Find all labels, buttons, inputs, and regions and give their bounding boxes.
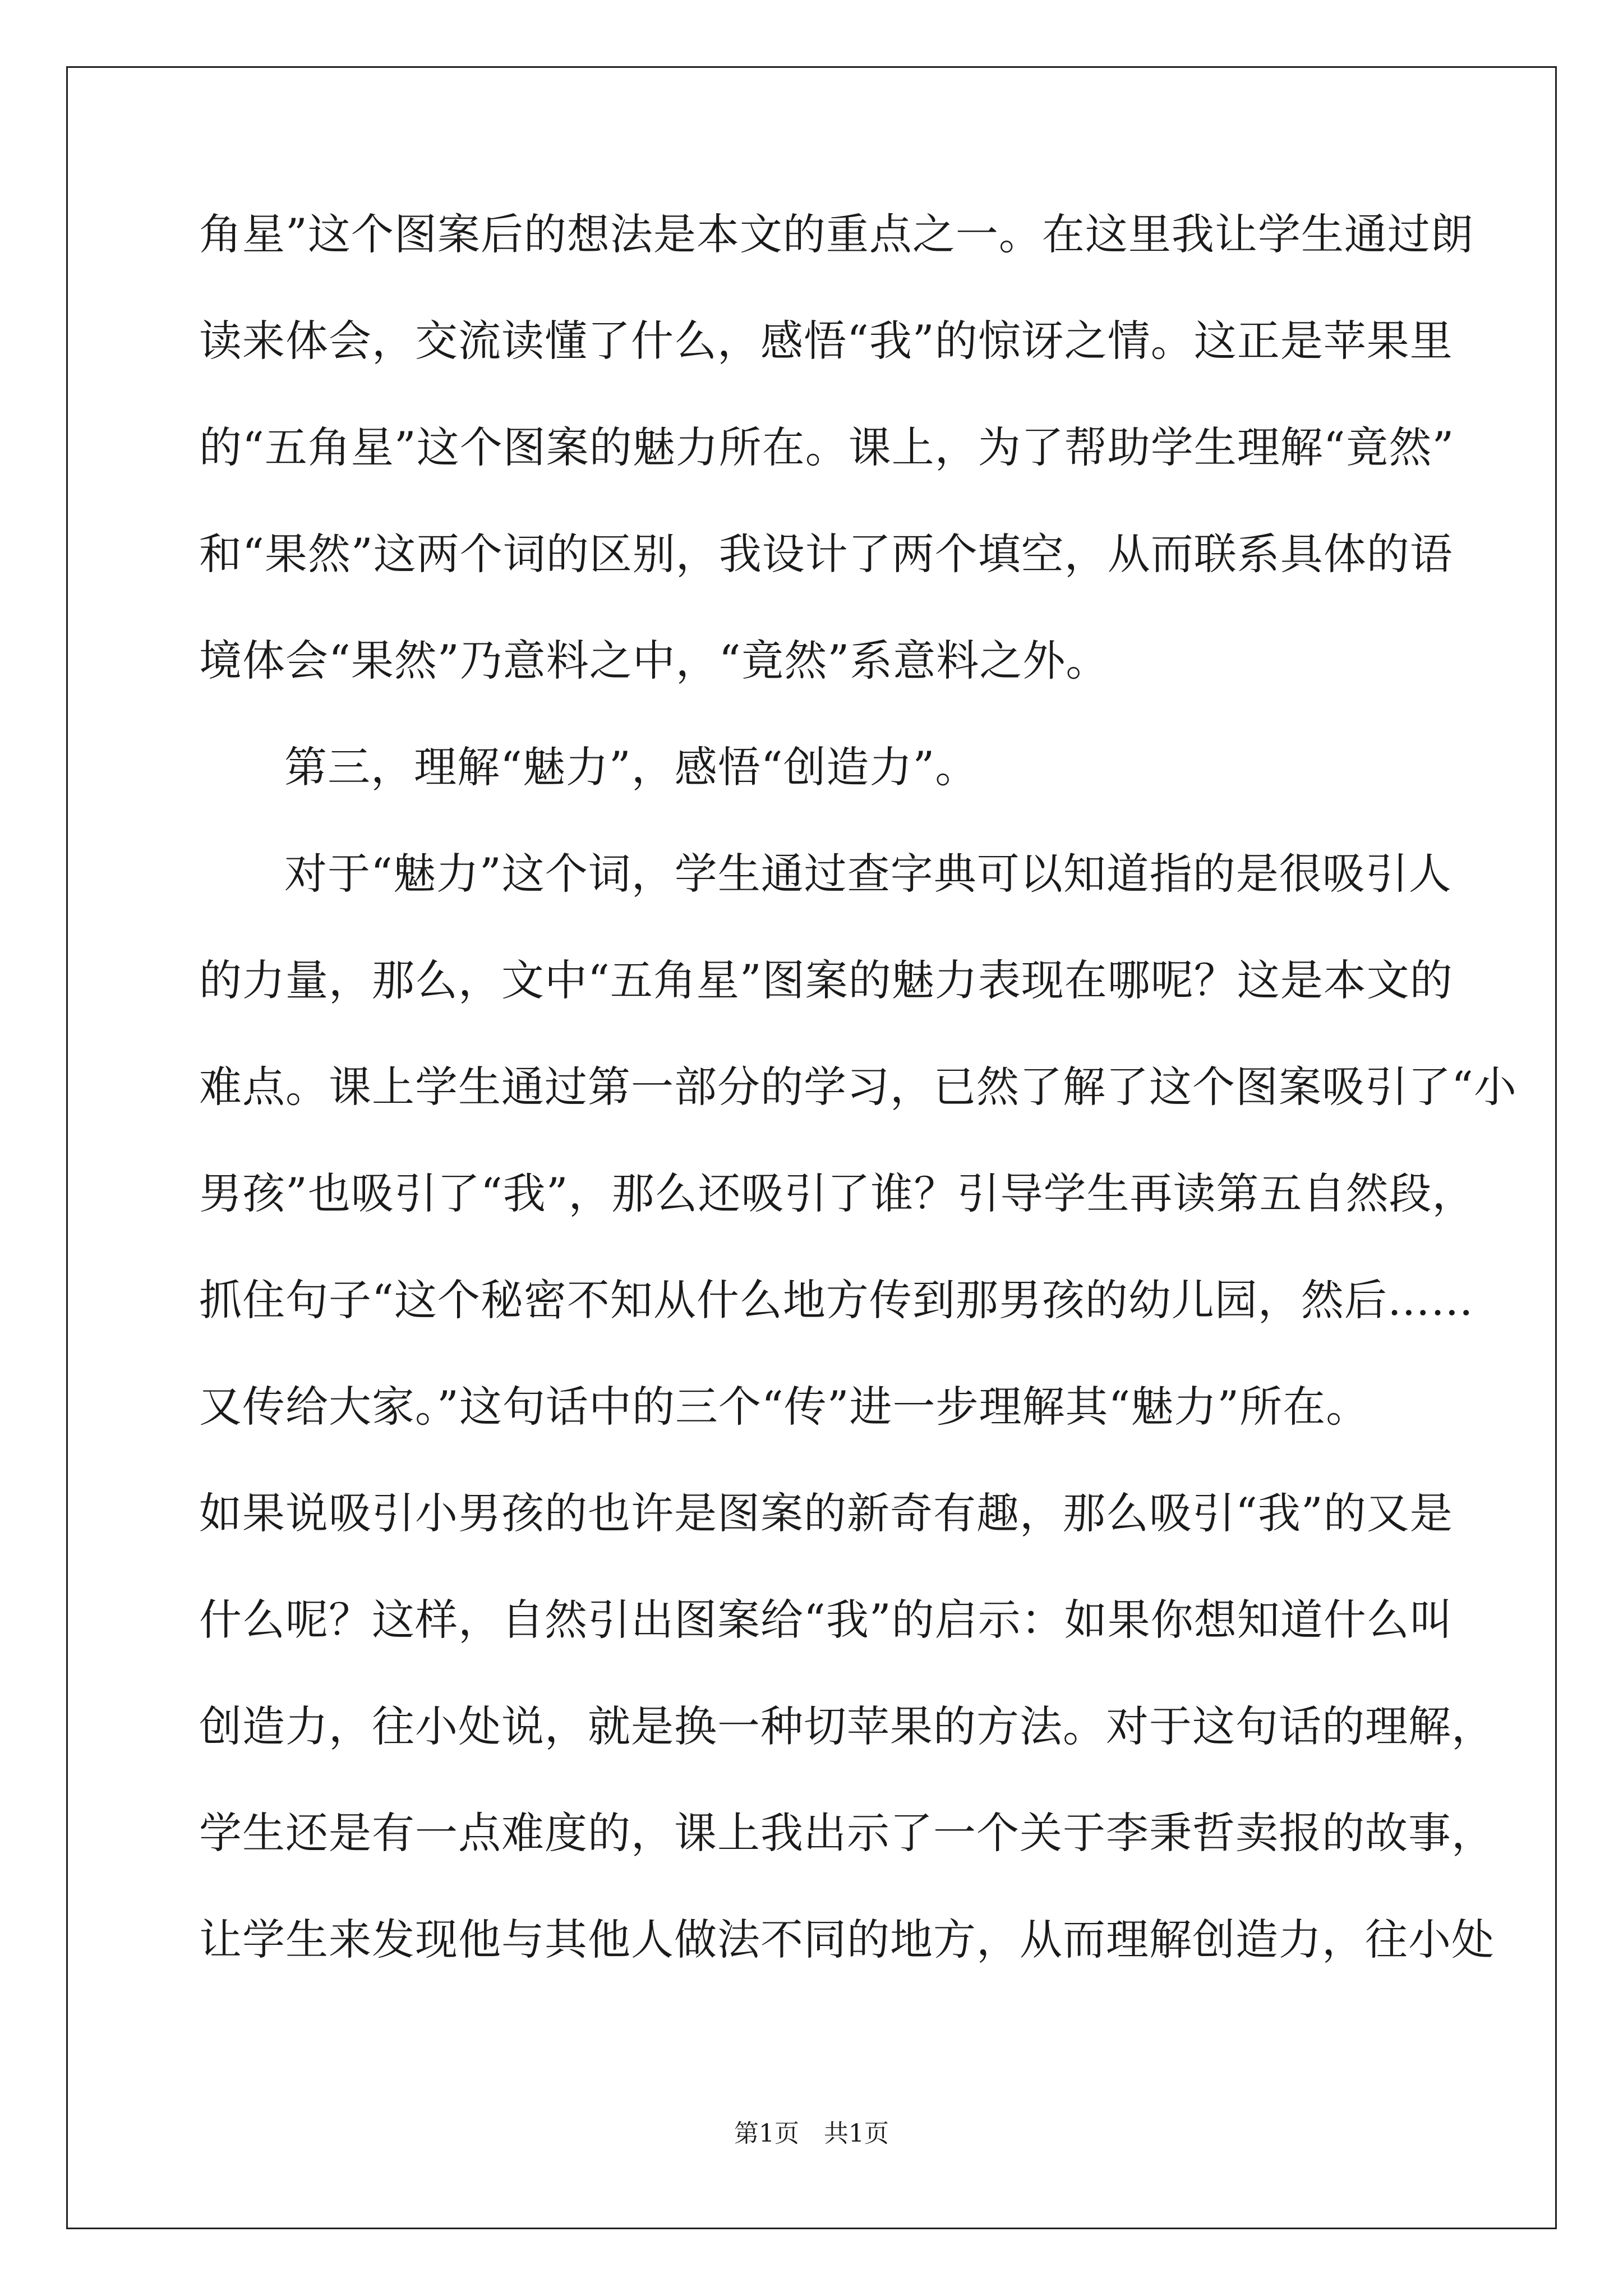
text-line: 创造力，往小处说，就是换一种切苹果的方法。对于这句话的理解， (199, 1701, 1495, 1751)
text-line: 让学生来发现他与其他人做法不同的地方，从而理解创造力，往小处 (199, 1915, 1495, 1964)
text-line: 境体会“果然”乃意料之中，“竟然”系意料之外。 (199, 636, 1109, 685)
text-line: 男孩”也吸引了“我”，那么还吸引了谁？引导学生再读第五自然段， (199, 1168, 1476, 1218)
text-line: 和“果然”这两个词的区别，我设计了两个填空，从而联系具体的语 (199, 529, 1453, 579)
text-line: 如果说吸引小男孩的也许是图案的新奇有趣，那么吸引“我”的又是 (199, 1488, 1453, 1538)
section-heading: 第三，理解“魅力”，感悟“创造力”。 (284, 742, 979, 792)
text-line: 又传给大家。”这句话中的三个“传”进一步理解其“魅力”所在。 (199, 1382, 1370, 1432)
text-line: 抓住句子“这个秘密不知从什么地方传到那男孩的幼儿园，然后…… (199, 1275, 1474, 1325)
document-body (199, 209, 1517, 2025)
text-line: 什么呢？这样，自然引出图案给“我”的启示：如果你想知道什么叫 (199, 1595, 1453, 1645)
text-line: 的“五角星”这个图案的魅力所在。课上，为了帮助学生理解“竟然” (199, 422, 1455, 472)
text-line: 的力量，那么，文中“五角星”图案的魅力表现在哪呢？这是本文的 (199, 955, 1453, 1005)
text-line: 读来体会，交流读懂了什么，感悟“我”的惊讶之情。这正是苹果里 (199, 316, 1453, 366)
text-line: 角星”这个图案后的想法是本文的重点之一。在这里我让学生通过朗 (199, 209, 1474, 259)
text-line: 对于“魅力”这个词，学生通过查字典可以知道指的是很吸引人 (284, 849, 1452, 899)
text-line: 学生还是有一点难度的，课上我出示了一个关于李秉哲卖报的故事， (199, 1808, 1495, 1858)
page-number-footer: 第1页 共1页 (734, 2119, 889, 2148)
text-line: 难点。课上学生通过第一部分的学习，已然了解了这个图案吸引了“小 (199, 1062, 1517, 1112)
